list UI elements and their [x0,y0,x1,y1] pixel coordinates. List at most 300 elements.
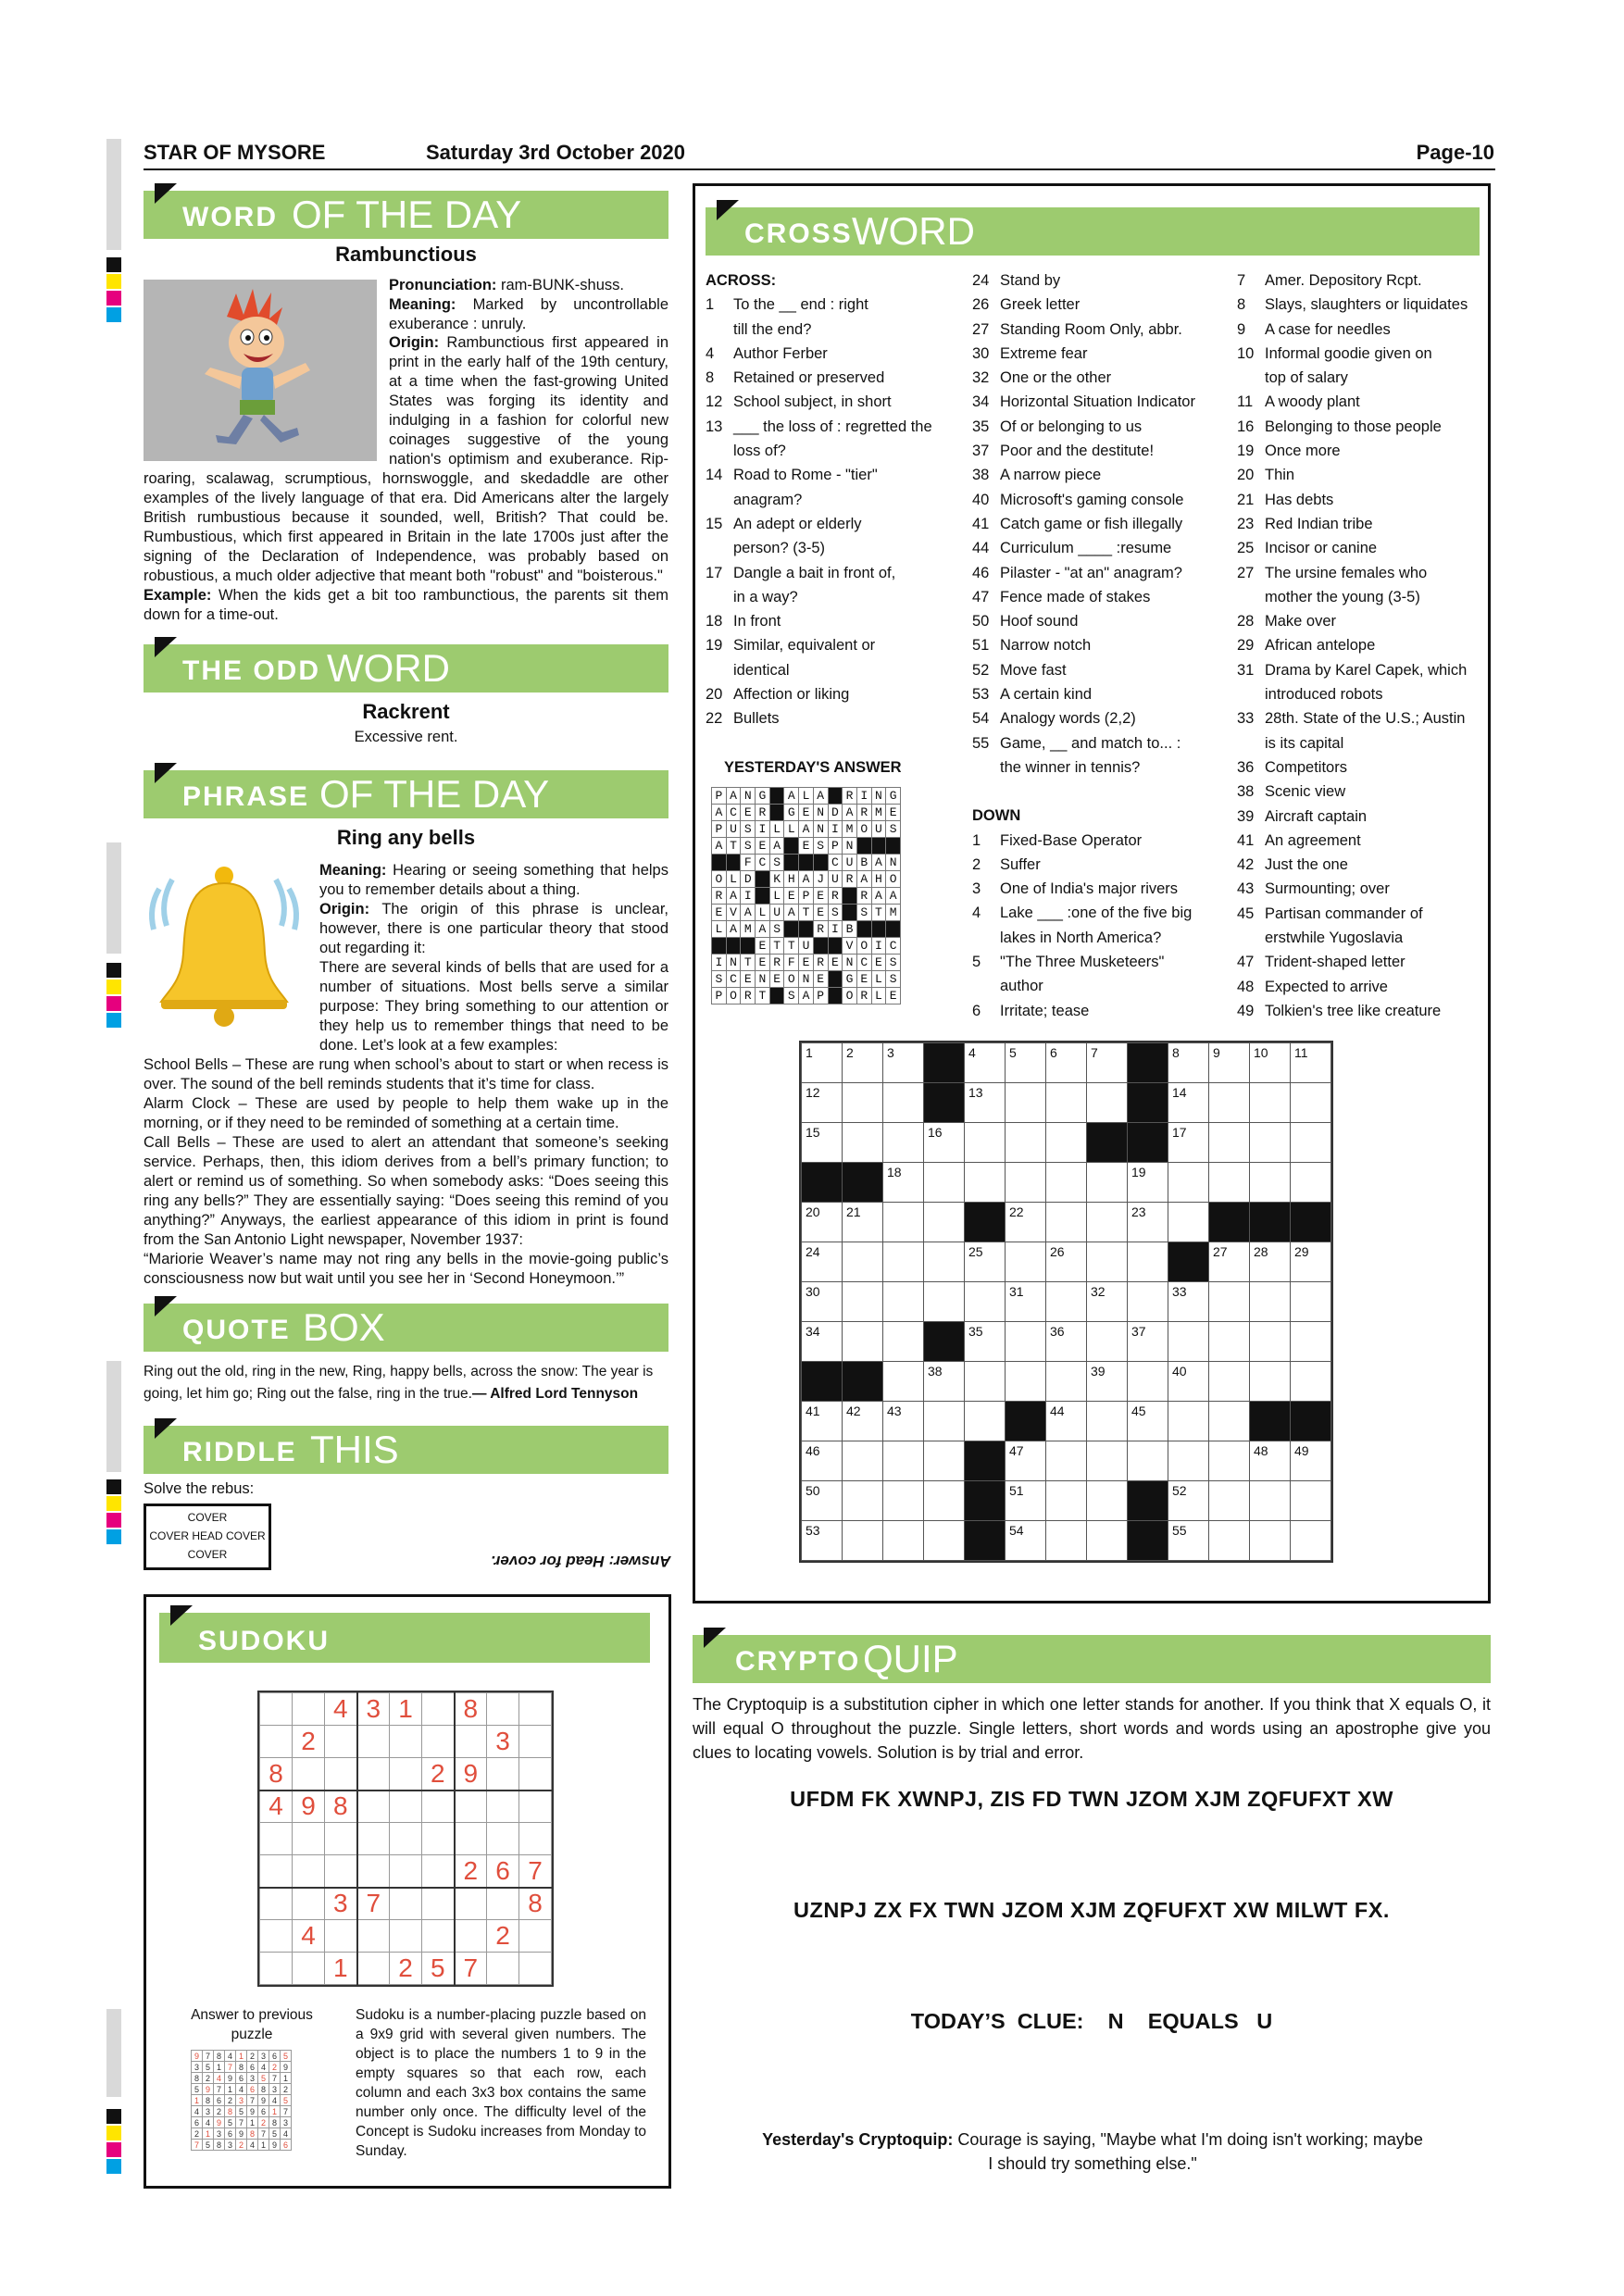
sudoku-cell[interactable]: 8 [260,1758,293,1791]
header-big: THIS [310,1428,399,1471]
crossword-cell[interactable] [1250,1362,1291,1402]
crossword-cell[interactable] [1046,1163,1087,1203]
crossword-cell[interactable] [1168,1402,1209,1441]
crossword-cell[interactable]: 35 [965,1322,1006,1362]
sudoku-cell[interactable] [487,1758,519,1791]
crossword-cell[interactable] [843,1441,883,1481]
clue-number: 15 [706,515,723,532]
sudoku-cell[interactable]: 7 [455,1953,487,1985]
crossword-cell[interactable] [924,1163,965,1203]
crossword-cell[interactable] [1006,1163,1046,1203]
crossword-cell[interactable]: 16 [924,1123,965,1163]
answer-black-square [843,905,857,921]
crossword-cell[interactable]: 23 [1128,1203,1168,1242]
crossword-cell[interactable] [1209,1481,1250,1521]
sudoku-cell[interactable] [293,1953,325,1985]
clue-line [972,755,1195,780]
crossword-cell[interactable]: 12 [802,1083,843,1123]
prev-sudoku-cell: 6 [269,2051,281,2062]
crossword-cell[interactable] [965,1163,1006,1203]
crossword-cell[interactable] [1209,1282,1250,1322]
answer-cell: E [741,805,756,821]
crossword-cell[interactable]: 49 [1291,1441,1331,1481]
clue-line [1237,390,1468,414]
crossword-cell[interactable]: 42 [843,1402,883,1441]
crossword-cell[interactable]: 44 [1046,1402,1087,1441]
crossword-cell[interactable] [1250,1481,1291,1521]
clue-text: ___ the loss of : regretted the [733,418,932,435]
sudoku-cell[interactable]: 3 [357,1693,390,1726]
sudoku-cell[interactable] [455,1888,487,1920]
sudoku-cell[interactable] [357,1758,390,1791]
crossword-cell[interactable]: 21 [843,1203,883,1242]
crossword-cell[interactable] [965,1282,1006,1322]
sudoku-cell[interactable] [422,1823,455,1855]
clue-text: anagram? [733,491,803,508]
sudoku-cell[interactable] [455,1920,487,1953]
sudoku-cell[interactable] [260,1888,293,1920]
answer-black-square [813,938,828,955]
clue-line [706,706,932,730]
clue-number: 9 [1237,320,1246,338]
corner-triangle-icon [155,1418,177,1439]
crossword-cell[interactable]: 14 [1168,1083,1209,1123]
answer-cell: P [828,838,843,855]
black-square [1250,1402,1291,1441]
sudoku-cell[interactable] [293,1823,325,1855]
answer-cell: T [784,938,799,955]
crossword-cell[interactable]: 31 [1006,1282,1046,1322]
crossword-cell[interactable] [924,1441,965,1481]
crossword-cell[interactable]: 11 [1291,1043,1331,1083]
sudoku-cell[interactable] [422,1855,455,1888]
crossword-cell[interactable] [1291,1123,1331,1163]
crossword-cell[interactable] [883,1123,924,1163]
crossword-cell[interactable] [883,1242,924,1282]
crossword-cell[interactable]: 52 [1168,1481,1209,1521]
crossword-cell[interactable]: 37 [1128,1322,1168,1362]
clue-text: Curriculum ____ :resume [1000,540,1172,557]
crossword-cell[interactable]: 4 [965,1043,1006,1083]
meaning-label: Meaning: [389,296,456,313]
crossword-cell[interactable] [883,1282,924,1322]
riddle-header [144,1426,668,1474]
sudoku-cell[interactable] [325,1758,357,1791]
sudoku-cell[interactable] [357,1920,390,1953]
sudoku-cell[interactable] [487,1953,519,1985]
sudoku-cell[interactable]: 2 [390,1953,422,1985]
crossword-cell[interactable]: 32 [1087,1282,1128,1322]
clue-line [972,293,1195,317]
clue-text: Narrow notch [1000,637,1092,655]
prev-sudoku-cell: 4 [203,2117,214,2128]
crossword-cell[interactable] [1250,1123,1291,1163]
sudoku-cell[interactable] [519,1758,552,1791]
sudoku-cell[interactable] [487,1791,519,1823]
crossword-cell[interactable] [1087,1163,1128,1203]
sudoku-cell[interactable] [390,1758,422,1791]
answer-cell: E [856,971,871,988]
phrase-paragraph: There are several kinds of bells that are used for a number of situations. Most bells serve a similar purpose: They bring something to our attention or they help us to remember things that need to be done. Let’s look at a few examples: [319,959,668,1054]
crossword-cell[interactable]: 30 [802,1282,843,1322]
crossword-cell[interactable] [924,1521,965,1561]
answer-cell: A [843,805,857,821]
crossword-cell[interactable] [1087,1441,1128,1481]
crossword-cell[interactable] [1250,1322,1291,1362]
crossword-cell[interactable] [1128,1362,1168,1402]
clue-number: 45 [1237,905,1255,922]
phrase-paragraph: Call Bells – These are used to alert an attendant that someone’s seeking service. Perhaps, then, this idiom derives from a bell’s primary function; to alert or remind us of something. So when somebody asks: “Does seeing this ring any bells?” They are essentially saying: “Does seeing this remind of you anything?” Anyways, the earliest appearance of this idiom in print is found from the San Antonio Light newspaper, November 1937: [144,1134,668,1248]
sudoku-cell[interactable]: 1 [325,1953,357,1985]
crossword-cell[interactable] [1168,1322,1209,1362]
sudoku-cell[interactable]: 6 [487,1855,519,1888]
crossword-cell[interactable] [1087,1481,1128,1521]
crossword-cell[interactable]: 13 [965,1083,1006,1123]
crossword-cell[interactable]: 33 [1168,1282,1209,1322]
sudoku-cell[interactable] [390,1888,422,1920]
cryptoquip-intro: The Cryptoquip is a substitution cipher in which one letter stands for another. If you think that X equals O, it will equal O throughout the puzzle. Single letters, short words and words using an apostrophe give you clues to locating vowels. Solution is by trial and error. [693,1695,1491,1762]
crossword-cell[interactable]: 1 [802,1043,843,1083]
crossword-cell[interactable] [1006,1083,1046,1123]
sudoku-cell[interactable] [390,1823,422,1855]
answer-cell: P [712,821,727,838]
crossword-cell[interactable] [843,1282,883,1322]
answer-black-square [712,855,727,871]
crossword-cell[interactable] [883,1322,924,1362]
sudoku-cell[interactable]: 4 [293,1920,325,1953]
sudoku-cell[interactable]: 2 [487,1920,519,1953]
crossword-cell[interactable] [1168,1441,1209,1481]
sudoku-cell[interactable] [455,1791,487,1823]
crossword-cell[interactable] [924,1481,965,1521]
crossword-cell[interactable] [1209,1402,1250,1441]
crossword-cell[interactable]: 17 [1168,1123,1209,1163]
crossword-cell[interactable] [1291,1362,1331,1402]
crossword-cell[interactable] [843,1123,883,1163]
sudoku-cell[interactable] [519,1726,552,1758]
crossword-cell[interactable] [1291,1322,1331,1362]
black-square [1006,1402,1046,1441]
crossword-cell[interactable]: 9 [1209,1043,1250,1083]
clue-number: 30 [972,344,990,362]
sudoku-cell[interactable]: 8 [325,1791,357,1823]
crossword-cell[interactable] [924,1242,965,1282]
crossword-cell[interactable] [1087,1402,1128,1441]
crossword-cell[interactable]: 15 [802,1123,843,1163]
sudoku-cell[interactable] [519,1953,552,1985]
crossword-cell[interactable] [965,1123,1006,1163]
sudoku-cell[interactable]: 8 [455,1693,487,1726]
clue-number: 52 [972,661,990,679]
sudoku-cell[interactable] [357,1855,390,1888]
crossword-cell[interactable]: 46 [802,1441,843,1481]
crossword-cell[interactable]: 24 [802,1242,843,1282]
crossword-cell[interactable]: 5 [1006,1043,1046,1083]
sudoku-cell[interactable] [293,1888,325,1920]
clue-text: School subject, in short [733,393,892,411]
crossword-cell[interactable] [1250,1083,1291,1123]
crossword-cell[interactable] [1046,1441,1087,1481]
crossword-cell[interactable] [1006,1123,1046,1163]
sudoku-cell[interactable] [325,1726,357,1758]
crossword-cell[interactable] [1250,1282,1291,1322]
crossword-cell[interactable]: 28 [1250,1242,1291,1282]
crossword-cell[interactable] [965,1362,1006,1402]
clue-line [1237,561,1468,585]
crossword-cell[interactable] [1291,1521,1331,1561]
crossword-cell[interactable] [1006,1322,1046,1362]
sudoku-cell[interactable] [487,1888,519,1920]
answer-cell: P [799,888,814,905]
crossword-cell[interactable]: 10 [1250,1043,1291,1083]
crossword-cell[interactable] [843,1322,883,1362]
crossword-cell[interactable] [883,1481,924,1521]
crossword-cell[interactable] [1087,1242,1128,1282]
corner-triangle-icon [155,763,177,783]
crossword-cell[interactable]: 45 [1128,1402,1168,1441]
crossword-cell[interactable] [965,1402,1006,1441]
black-square [1168,1242,1209,1282]
crossword-cell[interactable]: 7 [1087,1043,1128,1083]
clue-text: the winner in tennis? [1000,758,1141,776]
crossword-cell[interactable] [1046,1282,1087,1322]
crossword-cell[interactable]: 22 [1006,1203,1046,1242]
clue-number: 14 [706,467,723,484]
crossword-cell[interactable]: 18 [883,1163,924,1203]
crossword-cell[interactable] [1209,1521,1250,1561]
crossword-cell[interactable] [1128,1242,1168,1282]
sudoku-cell[interactable] [357,1791,390,1823]
clue-text: Surmounting; over [1265,880,1390,898]
crossword-cell[interactable] [883,1203,924,1242]
crossword-cell[interactable] [1046,1481,1087,1521]
sudoku-cell[interactable] [487,1823,519,1855]
crossword-cell[interactable] [883,1521,924,1561]
clue-line [1237,975,1468,999]
crossword-cell[interactable]: 20 [802,1203,843,1242]
crossword-cell[interactable]: 50 [802,1481,843,1521]
sudoku-cell[interactable] [390,1855,422,1888]
sudoku-cell[interactable] [260,1726,293,1758]
answer-cell: R [856,805,871,821]
crossword-cell[interactable] [1209,1362,1250,1402]
sudoku-cell[interactable] [357,1823,390,1855]
sudoku-cell[interactable] [422,1888,455,1920]
crossword-cell[interactable] [1209,1163,1250,1203]
sudoku-cell[interactable] [422,1693,455,1726]
sudoku-cell[interactable]: 8 [519,1888,552,1920]
sudoku-cell[interactable] [293,1758,325,1791]
sudoku-cell[interactable]: 2 [422,1758,455,1791]
sudoku-cell[interactable] [519,1920,552,1953]
sudoku-cell[interactable]: 3 [325,1888,357,1920]
crossword-cell[interactable] [1128,1282,1168,1322]
sudoku-cell[interactable] [260,1920,293,1953]
sudoku-cell[interactable]: 4 [260,1791,293,1823]
clue-line [1237,853,1468,877]
crossword-cell[interactable]: 3 [883,1043,924,1083]
answer-cell: M [843,821,857,838]
prev-sudoku-cell: 9 [236,2128,247,2140]
sudoku-cell[interactable] [260,1953,293,1985]
crossword-cell[interactable]: 25 [965,1242,1006,1282]
crossword-cell[interactable] [1087,1521,1128,1561]
answer-cell: E [813,971,828,988]
crossword-cell[interactable] [1168,1163,1209,1203]
crossword-cell[interactable]: 29 [1291,1242,1331,1282]
sudoku-cell[interactable] [390,1726,422,1758]
clue-text: Thin [1265,467,1295,484]
crossword-cell[interactable]: 54 [1006,1521,1046,1561]
crossword-cell[interactable] [883,1362,924,1402]
crossword-cell[interactable]: 36 [1046,1322,1087,1362]
clue-line [972,268,1195,293]
sudoku-cell[interactable] [357,1953,390,1985]
crossword-cell[interactable]: 6 [1046,1043,1087,1083]
black-square [924,1043,965,1083]
crossword-cell[interactable] [1209,1083,1250,1123]
crossword-cell[interactable] [1168,1203,1209,1242]
answer-black-square [769,788,784,805]
crossword-cell[interactable]: 19 [1128,1163,1168,1203]
crossword-cell[interactable]: 48 [1250,1441,1291,1481]
crossword-cell[interactable]: 38 [924,1362,965,1402]
clue-text: African antelope [1265,637,1376,655]
crossword-cell[interactable] [1209,1123,1250,1163]
corner-triangle-icon [170,1605,193,1626]
prev-sudoku-cell: 2 [192,2128,203,2140]
crossword-cell[interactable]: 55 [1168,1521,1209,1561]
crossword-cell[interactable]: 27 [1209,1242,1250,1282]
sudoku-cell[interactable]: 9 [293,1791,325,1823]
sudoku-cell[interactable]: 2 [293,1726,325,1758]
crossword-cell[interactable] [1006,1242,1046,1282]
sudoku-cell[interactable] [390,1791,422,1823]
answer-cell: E [813,905,828,921]
sudoku-cell[interactable] [325,1855,357,1888]
sudoku-cell[interactable]: 5 [422,1953,455,1985]
crossword-cell[interactable] [1087,1083,1128,1123]
clue-line [972,463,1195,487]
prev-puzzle-grid [191,2050,292,2151]
prev-sudoku-cell: 9 [225,2073,236,2084]
clue-line [706,561,932,585]
crossword-cell[interactable] [843,1481,883,1521]
sudoku-cell[interactable] [455,1726,487,1758]
crossword-cell[interactable] [883,1441,924,1481]
sudoku-cell[interactable]: 4 [325,1693,357,1726]
prev-sudoku-cell: 2 [269,2062,281,2073]
sudoku-cell[interactable]: 7 [357,1888,390,1920]
sudoku-cell[interactable] [422,1920,455,1953]
sudoku-cell[interactable] [519,1823,552,1855]
sudoku-cell[interactable] [293,1693,325,1726]
crossword-cell[interactable] [1046,1203,1087,1242]
crossword-cell[interactable] [1046,1362,1087,1402]
crossword-cell[interactable]: 43 [883,1402,924,1441]
reg-mark [106,980,121,994]
sudoku-cell[interactable] [519,1791,552,1823]
crossword-cell[interactable] [883,1083,924,1123]
sudoku-cell[interactable]: 9 [455,1758,487,1791]
sudoku-cell[interactable] [519,1693,552,1726]
crossword-cell[interactable] [1291,1481,1331,1521]
crossword-cell[interactable] [1291,1083,1331,1123]
crossword-cell[interactable] [1128,1441,1168,1481]
answer-cell: A [756,921,770,938]
crossword-cell[interactable] [1046,1083,1087,1123]
sudoku-cell[interactable] [260,1855,293,1888]
sudoku-cell[interactable]: 3 [487,1726,519,1758]
crossword-cell[interactable]: 41 [802,1402,843,1441]
crossword-cell[interactable] [1087,1203,1128,1242]
crossword-cell[interactable]: 40 [1168,1362,1209,1402]
header-big: OF THE DAY [319,772,550,816]
prev-sudoku-cell: 3 [203,2106,214,2117]
black-square [1291,1402,1331,1441]
answer-cell: I [741,888,756,905]
crossword-cell[interactable] [1291,1282,1331,1322]
crossword-cell[interactable] [924,1402,965,1441]
crossword-cell[interactable] [1250,1521,1291,1561]
sudoku-cell[interactable] [487,1693,519,1726]
prev-sudoku-cell: 1 [192,2095,203,2106]
clue-line [706,536,932,560]
crossword-cell[interactable] [924,1203,965,1242]
crossword-cell[interactable] [1209,1322,1250,1362]
crossword-cell[interactable] [1006,1362,1046,1402]
crossword-cell[interactable]: 47 [1006,1441,1046,1481]
crossword-cell[interactable]: 26 [1046,1242,1087,1282]
crossword-cell[interactable] [1046,1123,1087,1163]
crossword-cell[interactable]: 34 [802,1322,843,1362]
sudoku-cell[interactable] [293,1855,325,1888]
clue-number: 1 [706,296,715,314]
crossword-cell[interactable] [1250,1163,1291,1203]
crossword-cell[interactable] [843,1242,883,1282]
sudoku-cell[interactable] [390,1920,422,1953]
crossword-cell[interactable] [924,1282,965,1322]
clue-number: 29 [1237,637,1255,655]
prev-sudoku-cell: 7 [236,2117,247,2128]
sudoku-cell[interactable] [357,1726,390,1758]
crossword-cell[interactable] [843,1521,883,1561]
crossword-cell[interactable] [843,1083,883,1123]
crossword-cell[interactable]: 2 [843,1043,883,1083]
sudoku-cell[interactable] [422,1791,455,1823]
crossword-cell[interactable]: 53 [802,1521,843,1561]
answer-cell: H [871,871,886,888]
crossword-cell[interactable] [1291,1163,1331,1203]
sudoku-cell[interactable] [260,1823,293,1855]
crossword-cell[interactable]: 8 [1168,1043,1209,1083]
meaning-label: Meaning: [319,862,387,879]
crossword-cell[interactable] [1087,1322,1128,1362]
crossword-cell[interactable] [1209,1441,1250,1481]
sudoku-cell[interactable]: 1 [390,1693,422,1726]
crossword-cell[interactable]: 39 [1087,1362,1128,1402]
sudoku-cell[interactable] [325,1823,357,1855]
crossword-cell[interactable]: 51 [1006,1481,1046,1521]
answer-cell: O [856,821,871,838]
sudoku-cell[interactable]: 2 [455,1855,487,1888]
crossword-cell[interactable] [1046,1521,1087,1561]
sudoku-cell[interactable]: 7 [519,1855,552,1888]
sudoku-cell[interactable] [260,1693,293,1726]
sudoku-cell[interactable] [422,1726,455,1758]
sudoku-cell[interactable] [325,1920,357,1953]
sudoku-cell[interactable] [455,1823,487,1855]
